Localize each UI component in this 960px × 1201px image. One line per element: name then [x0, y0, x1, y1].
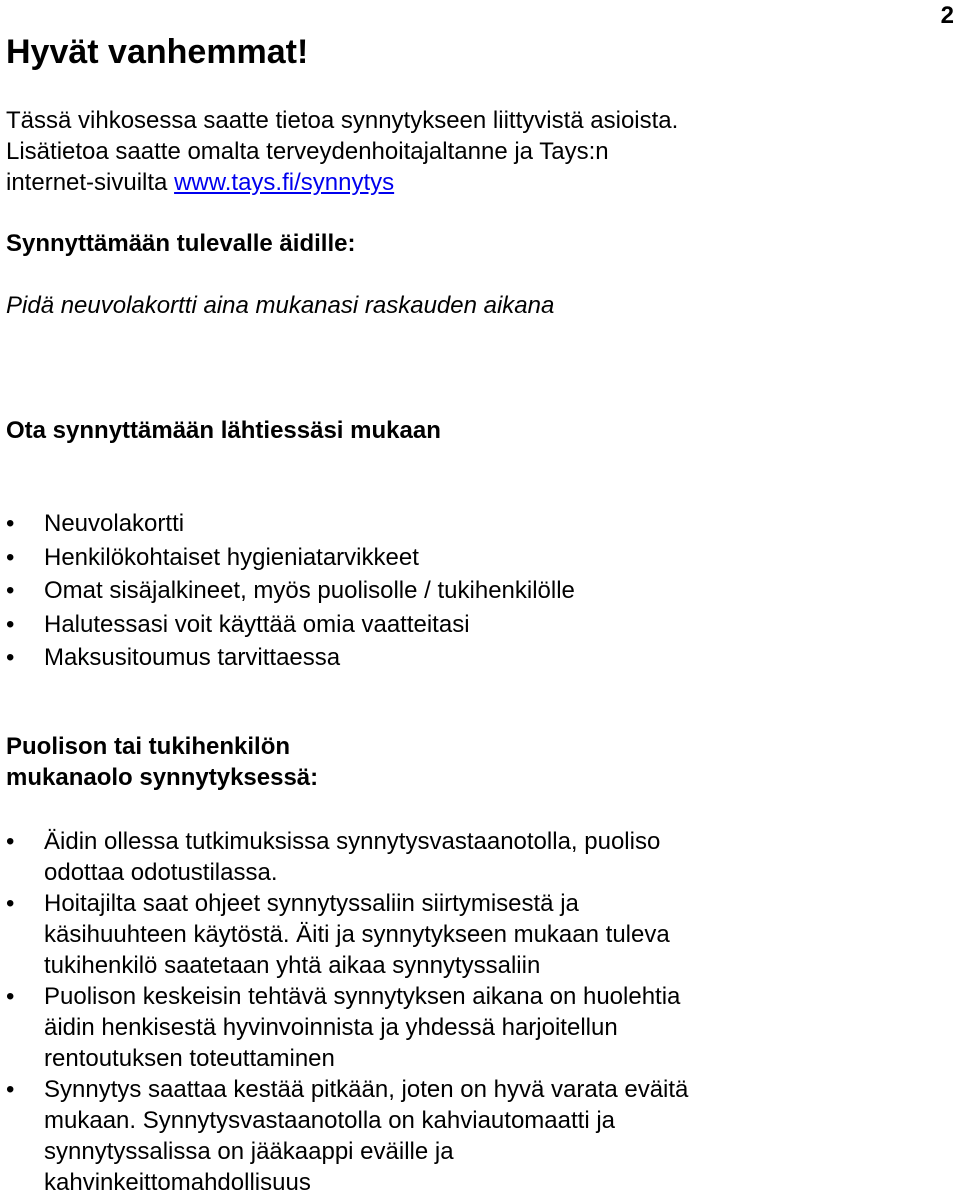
- section-heading-partner: [6, 731, 318, 793]
- partner-list-item-line: rentoutuksen toteuttaminen: [44, 1045, 335, 1072]
- partner-list-item-line: mukaan. Synnytysvastaanotolla on kahviautomaatti ja: [44, 1107, 615, 1134]
- page-number: 2: [940, 2, 954, 29]
- bullet-icon: •: [6, 983, 15, 1010]
- partner-list-item-line: Synnytys saattaa kestää pitkään, joten on hyvä varata eväitä: [44, 1076, 689, 1103]
- page-title: Hyvät vanhemmat!: [6, 33, 309, 71]
- partner-list-item: [6, 888, 906, 981]
- partner-list-item-line: äidin henkisestä hyvinvoinnista ja yhdessä harjoitellun: [44, 1014, 618, 1041]
- bullet-icon: •: [6, 610, 15, 638]
- bring-list-item: [6, 507, 906, 541]
- bullet-icon: •: [6, 890, 15, 917]
- bullet-icon: •: [6, 577, 15, 604]
- partner-list-item-line: kahvinkeittomahdollisuus: [44, 1169, 311, 1196]
- intro-line-prefix: internet-sivuilta: [6, 169, 175, 196]
- partner-list-item-line: synnytyssalissa on jääkaappi eväille ja: [44, 1138, 454, 1165]
- bring-list-item: [6, 541, 906, 575]
- partner-list-item-line: käsihuuhteen käytöstä. Äiti ja synnytykseen mukaan tuleva: [44, 921, 670, 948]
- partner-list-item-line: tukihenkilö saatetaan yhtä aikaa synnytyssaliin: [44, 952, 541, 979]
- bring-list-item: [6, 574, 906, 608]
- partner-list-item: [6, 1074, 906, 1198]
- partner-list-item: [6, 981, 906, 1074]
- neuvolakortti-note: Pidä neuvolakortti aina mukanasi raskauden aikana: [6, 292, 555, 319]
- bring-list-item: [6, 641, 906, 675]
- tays-synnytys-link[interactable]: www.tays.fi/synnytys: [174, 169, 395, 196]
- partner-list-item-line: Äidin ollessa tutkimuksissa synnytysvastaanotolla, puoliso: [44, 828, 661, 855]
- partner-list: [6, 826, 906, 1198]
- partner-list-item-line: odottaa odotustilassa.: [44, 859, 278, 886]
- intro-line: [6, 167, 936, 198]
- bring-list-item-text: Halutessasi voit käyttää omia vaatteitasi: [44, 610, 470, 638]
- bullet-icon: •: [6, 644, 15, 671]
- partner-list-item: [6, 826, 906, 888]
- intro-line: Tässä vihkosessa saatte tietoa synnytykseen liittyvistä asioista.: [6, 107, 679, 134]
- bullet-icon: •: [6, 828, 15, 855]
- bring-list-item-text: Neuvolakortti: [44, 510, 185, 537]
- bullet-icon: •: [6, 1076, 15, 1103]
- intro-paragraph: [6, 105, 936, 198]
- partner-list-item-line: Puolison keskeisin tehtävä synnytyksen aikana on huolehtia: [44, 983, 681, 1010]
- bullet-icon: •: [6, 510, 15, 537]
- section-heading-mother: Synnyttämään tulevalle äidille:: [6, 230, 356, 257]
- bring-list-item-text: Omat sisäjalkineet, myös puolisolle / tukihenkilölle: [44, 577, 575, 604]
- bring-list-item-text: Maksusitoumus tarvittaessa: [44, 644, 341, 671]
- section-heading-line: Puolison tai tukihenkilön: [6, 733, 291, 760]
- bring-list-item: [6, 608, 906, 642]
- bring-list: [6, 507, 906, 675]
- intro-line: Lisätietoa saatte omalta terveydenhoitajaltanne ja Tays:n: [6, 138, 609, 165]
- partner-list-item-line: Hoitajilta saat ohjeet synnytyssaliin siirtymisestä ja: [44, 890, 579, 917]
- bring-list-item-text: Henkilökohtaiset hygieniatarvikkeet: [44, 543, 419, 571]
- section-heading-bring: Ota synnyttämään lähtiessäsi mukaan: [6, 417, 441, 444]
- section-heading-line: mukanaolo synnytyksessä:: [6, 764, 319, 791]
- bullet-icon: •: [6, 543, 15, 571]
